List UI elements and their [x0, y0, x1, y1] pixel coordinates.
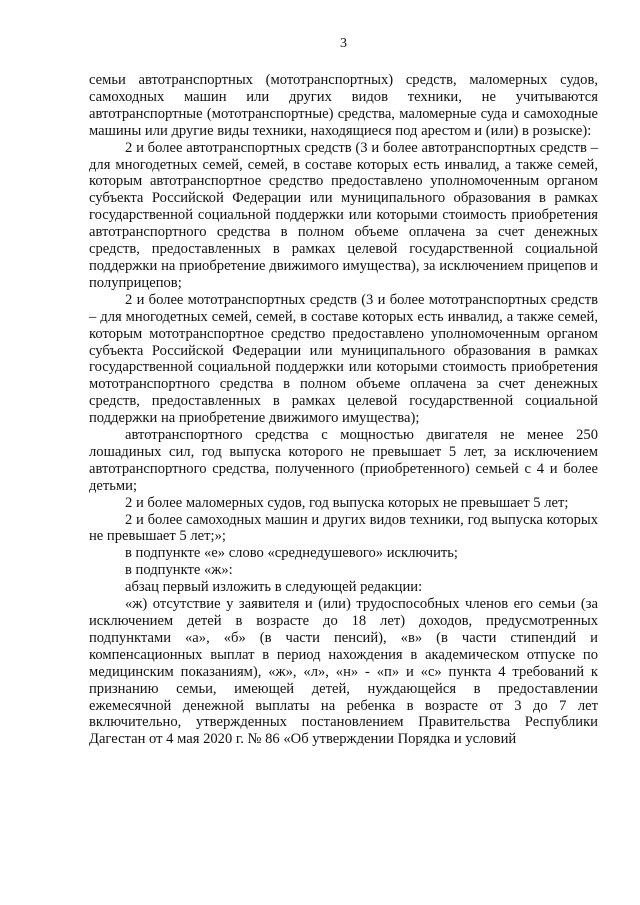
page-number: 3 — [340, 36, 347, 51]
paragraph: в подпункте «е» слово «среднедушевого» исключить; — [125, 545, 458, 562]
paragraph: 2 и более самоходных машин и других видов техники, год выпуска которых не превышает 5 лет;»; — [89, 511, 598, 545]
paragraph: 2 и более мототранспортных средств (3 и более мототранспортных средств – для многодетных семей, семей, в составе которых есть инвалид, а также семей, которым мототранспортное средство предоставлено уполномоченным органом субъекта Российской Федерации или муниципального образования в рамках государственной социальной поддержки или которыми стоимость приобретения мототранспортного средства в полном объеме оплачена за счет денежных средств, предоставленных в рамках целевой государственной социальной поддержки на приобретение движимого имущества); — [89, 291, 598, 427]
paragraph: абзац первый изложить в следующей редакции: — [125, 579, 423, 596]
paragraph: автотранспортного средства с мощностью двигателя не менее 250 лошадиных сил, год выпуска которого не превышает 5 лет, за исключением автотранспортного средства, полученного (приобретенного) семьей с 4 и более детьми; — [89, 427, 598, 494]
paragraph: семьи автотранспортных (мототранспортных) средств, маломерных судов, самоходных машин или других видов техники, не учитываются автотранспортные (мототранспортные) средства, маломерные суда и самоходные машины или другие виды техники, находящиеся под арестом и (или) в розыске): — [89, 72, 598, 139]
paragraph: 2 и более автотранспортных средств (3 и более автотранспортных средств – для многодетных семей, семей, в составе которых есть инвалид, а также семей, которым автотранспортное средство предоставлено уполномоченным органом субъекта Российской Федерации или муниципального образования в рамках государственной социальной поддержки или которыми стоимость приобретения автотранспортного средства в полном объеме оплачена за счет денежных средств, предоставленных в рамках целевой государственной социальной поддержки на приобретение движимого имущества), за исключением прицепов и полуприцепов; — [89, 139, 598, 291]
paragraph: в подпункте «ж»: — [125, 562, 233, 579]
paragraph: «ж) отсутствие у заявителя и (или) трудоспособных членов его семьи (за исключением детей в возрасте до 18 лет) доходов, предусмотренных подпунктами «а», «б» (в части пенсий), «в» (в части стипендий и компенсационных выплат в период нахождения в академическом отпуске по медицинским показаниям), «ж», «л», «н» - «п» и «с» пункта 4 требований к признанию семьи, имеющей детей, нуждающейся в предоставлении ежемесячной денежной выплаты на ребенка в возрасте от 3 до 7 лет включительно, утвержденных постановлением Правительства Республики Дагестан от 4 мая 2020 г. № 86 «Об утверждении Порядка и условий — [89, 596, 598, 748]
paragraph: 2 и более маломерных судов, год выпуска которых не превышает 5 лет; — [125, 494, 569, 511]
document-body — [89, 72, 598, 748]
